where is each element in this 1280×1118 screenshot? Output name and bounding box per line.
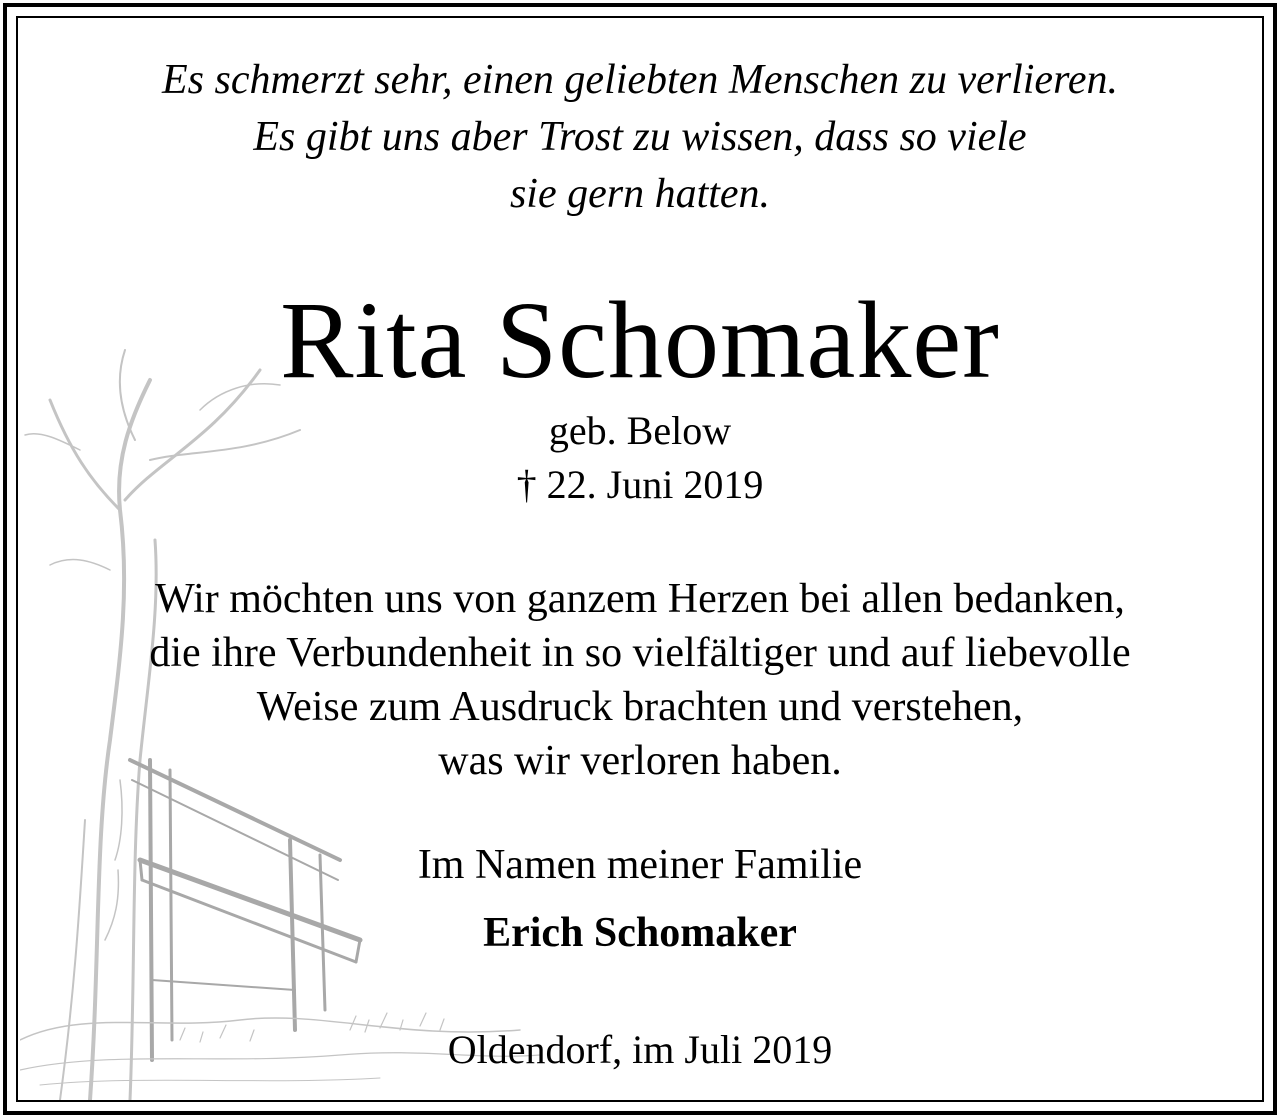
thanks-line: was wir verloren haben. bbox=[438, 738, 842, 784]
deceased-name: Rita Schomaker bbox=[280, 279, 1000, 401]
thanks-line: die ihre Verbundenheit in so vielfältiger und auf liebevolle bbox=[149, 630, 1131, 676]
thanks-line: Wir möchten uns von ganzem Herzen bei allen bedanken, bbox=[155, 576, 1125, 622]
motto-quote bbox=[20, 52, 1260, 223]
thanks-line: Weise zum Ausdruck brachten und verstehen, bbox=[256, 684, 1024, 730]
signer-name: Erich Schomaker bbox=[483, 910, 797, 956]
place-date: Oldendorf, im Juli 2019 bbox=[447, 1027, 833, 1072]
death-date: † 22. Juni 2019 bbox=[516, 462, 764, 507]
motto-line: Es schmerzt sehr, einen geliebten Menschen zu verlieren. bbox=[161, 57, 1118, 103]
thanks-text bbox=[20, 572, 1260, 788]
on-behalf-line: Im Namen meiner Familie bbox=[417, 842, 863, 888]
birth-name: geb. Below bbox=[548, 408, 732, 453]
motto-line: Es gibt uns aber Trost zu wissen, dass so viele bbox=[253, 114, 1027, 160]
motto-line: sie gern hatten. bbox=[509, 171, 771, 217]
